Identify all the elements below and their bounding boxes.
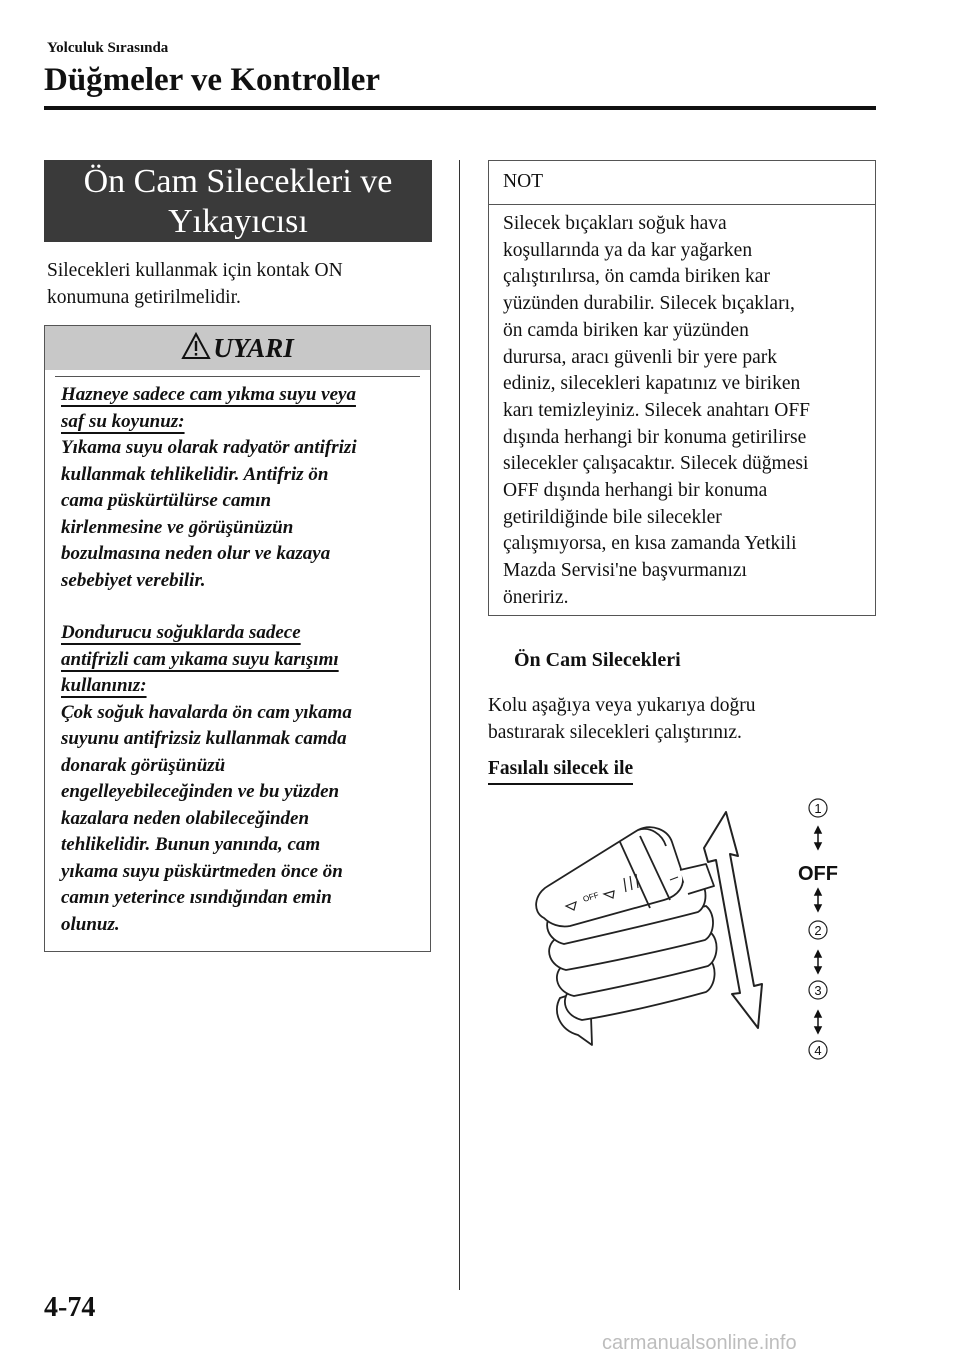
watermark: carmanualsonline.info (602, 1332, 797, 1354)
warning-text-line: Çok soğuk havalarda ön cam yıkama (61, 701, 352, 723)
warning-heading-line: Dondurucu soğuklarda sadece (61, 622, 301, 643)
warning-text-line: sebebiyet verebilir. (61, 569, 206, 591)
wipers-text-line: Kolu aşağıya veya yukarıya doğru (488, 695, 756, 716)
intro-line: Silecekleri kullanmak için kontak ON (47, 260, 343, 281)
position-4-marker (809, 1041, 827, 1059)
warning-text-line: cama püskürtülürse camın (61, 490, 272, 511)
note-line: çalıştırılırsa, ön camda biriken kar (503, 266, 770, 288)
position-1-label: 1 (814, 801, 822, 816)
position-off-label: OFF (798, 863, 838, 885)
note-body (503, 211, 863, 612)
note-line: yüzünden durabilir. Silecek bıçakları, (503, 293, 795, 315)
intermittent-heading: Fasılalı silecek ile (488, 758, 633, 785)
note-title: NOT (503, 171, 544, 192)
note-box (488, 160, 876, 616)
warning-text-line: tehlikelidir. Bunun yanında, cam (61, 834, 321, 855)
warning-body (61, 382, 413, 938)
position-3-label: 3 (814, 983, 822, 998)
note-line: ediniz, silecekleri kapatınız ve biriken (503, 373, 801, 395)
warning-text-line: Yıkama suyu olarak radyatör antifrizi (61, 437, 357, 458)
note-line: getirildiğinde bile silecekler (503, 506, 722, 528)
page-number: 4-74 (44, 1292, 96, 1323)
arrow-icon (815, 951, 821, 973)
wipers-text-line: bastırarak silecekleri çalıştırınız. (488, 722, 742, 743)
wiper-lever-figure (520, 790, 860, 1070)
note-line: OFF dışında herhangi bir konuma (503, 480, 768, 502)
note-line: silecekler çalışacaktır. Silecek düğmesi (503, 453, 809, 475)
section-label: Yolculuk Sırasında (47, 40, 169, 56)
arrow-icon (815, 827, 821, 849)
arrow-icon (815, 1011, 821, 1033)
warning-text-line: camın yeterince ısındığından emin (61, 887, 332, 908)
header-rule (44, 106, 876, 110)
stalk-off-label: OFF (581, 890, 600, 904)
intro-line: konumuna getirilmelidir. (47, 287, 241, 308)
section-banner (44, 160, 432, 242)
position-1-marker (809, 799, 827, 817)
warning-heading-line: antifrizli cam yıkama suyu karışımı (61, 648, 339, 670)
position-4-label: 4 (814, 1043, 822, 1058)
note-line: durursa, aracı güvenli bir yere park (503, 346, 777, 368)
warning-heading-line: saf su koyunuz: (61, 410, 185, 432)
note-line: dışında herhangi bir konuma getirilirse (503, 426, 807, 448)
note-line: Silecek bıçakları soğuk hava (503, 213, 727, 234)
lever-illustration (536, 827, 716, 1045)
warning-text-line: olunuz. (61, 913, 120, 935)
warning-heading-line: kullanınız: (61, 675, 147, 696)
wipers-heading: Ön Cam Silecekleri (514, 649, 681, 671)
warning-text-line: yıkama suyu püskürtmeden önce ön (61, 860, 343, 882)
banner-line-1: Ön Cam Silecekleri ve (83, 163, 393, 200)
column-divider (459, 160, 460, 1290)
note-rule (489, 204, 875, 205)
warning-rule (55, 376, 420, 377)
warning-title: UYARI (213, 333, 294, 363)
warning-triangle-icon (181, 332, 211, 360)
wipers-text (488, 692, 878, 746)
page-title: Düğmeler ve Kontroller (44, 62, 381, 98)
paragraph-gap (61, 594, 413, 620)
arrow-icon (815, 889, 821, 911)
note-line: öneririz. (503, 586, 569, 608)
position-2-label: 2 (814, 923, 822, 938)
note-line: koşullarında ya da kar yağarken (503, 239, 753, 261)
note-line: çalışmıyorsa, en kısa zamanda Yetkili (503, 533, 797, 555)
warning-text-line: bozulmasına neden olur ve kazaya (61, 543, 331, 564)
warning-text-line: kazalara neden olabileceğinden (61, 807, 310, 829)
note-line: Mazda Servisi'ne başvurmanızı (503, 560, 747, 582)
warning-text-line: donarak görüşünüzü (61, 754, 226, 776)
note-line: ön camda biriken kar yüzünden (503, 319, 749, 341)
position-sequence (798, 799, 838, 1059)
warning-text-line: suyunu antifrizsiz kullanmak camda (61, 728, 347, 749)
warning-heading-line: Hazneye sadece cam yıkma suyu veya (61, 384, 356, 405)
intro-text (47, 257, 432, 311)
warning-box (44, 325, 431, 952)
position-3-marker (809, 981, 827, 999)
note-line: karı temizleyiniz. Silecek anahtarı OFF (503, 399, 811, 421)
warning-text-line: kullanmak tehlikelidir. Antifriz ön (61, 463, 329, 485)
banner-line-2: Yıkayıcısı (168, 203, 308, 240)
position-2-marker (809, 921, 827, 939)
warning-text-line: kirlenmesine ve görüşünüzün (61, 516, 294, 538)
warning-header (45, 326, 430, 370)
warning-text-line: engelleyebileceğinden ve bu yüzden (61, 781, 340, 802)
